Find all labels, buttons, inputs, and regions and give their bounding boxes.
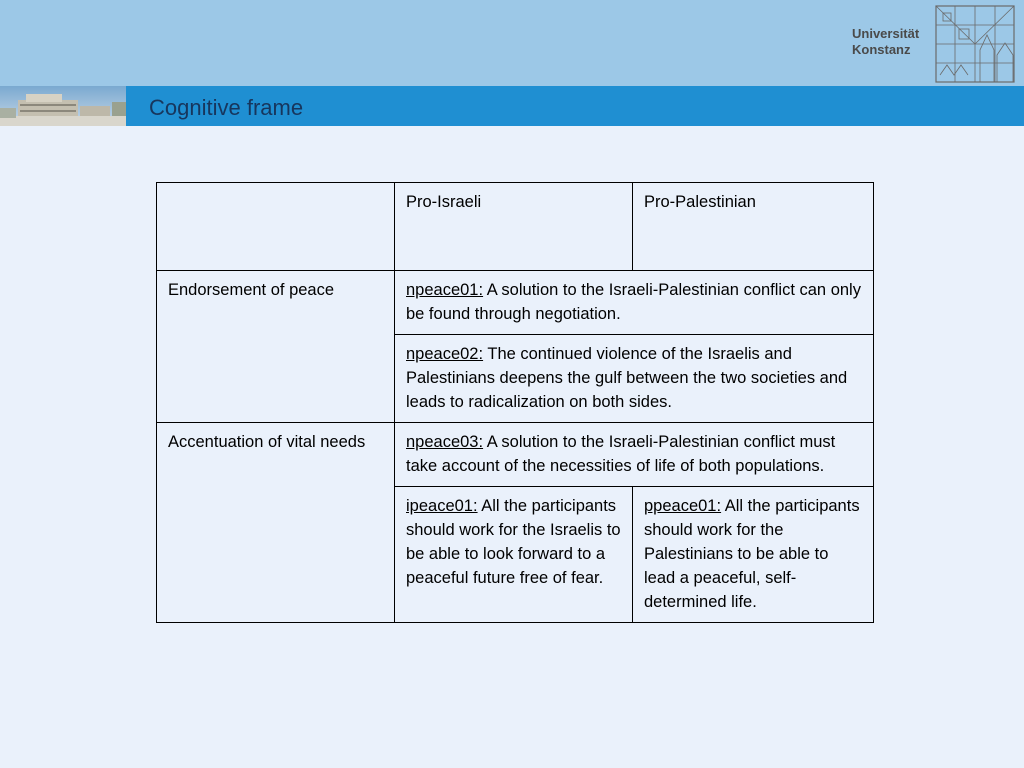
item-cell-ppeace01 bbox=[633, 487, 874, 623]
item-text: All the participants should work for the Israelis to be able to look forward to a peaceful future free of fear. bbox=[406, 497, 621, 587]
item-cell-npeace03 bbox=[395, 423, 874, 487]
row-label-endorsement-of-peace: Endorsement of peace bbox=[157, 271, 395, 423]
university-wordmark bbox=[852, 26, 919, 58]
item-text: A solution to the Israeli-Palestinian conflict can only be found through negotiation. bbox=[406, 281, 861, 323]
row-label-accentuation-of-vital-needs: Accentuation of vital needs bbox=[157, 423, 395, 623]
university-name-line1: Universität bbox=[852, 26, 920, 41]
campus-building-photo bbox=[0, 86, 126, 126]
item-cell-ipeace01 bbox=[395, 487, 633, 623]
item-cell-npeace01 bbox=[395, 271, 874, 335]
item-code: npeace01: bbox=[406, 281, 484, 299]
item-code: npeace03: bbox=[406, 433, 484, 451]
university-name-line2: Konstanz bbox=[852, 42, 911, 57]
item-text: A solution to the Israeli-Palestinian conflict must take account of the necessities of life of both populations. bbox=[406, 433, 836, 475]
table-header-row bbox=[157, 183, 874, 271]
item-text: The continued violence of the Israelis and Palestinians deepens the gulf between the two societies and leads to radicalization on both sides. bbox=[406, 345, 848, 411]
slide-title: Cognitive frame bbox=[149, 95, 304, 120]
item-code: ppeace01: bbox=[644, 497, 722, 515]
header-cell-pro-israeli: Pro-Israeli bbox=[395, 183, 633, 271]
table-row bbox=[157, 271, 874, 335]
university-konstanz-logo-icon bbox=[935, 5, 1015, 83]
item-text: All the participants should work for the Palestinians to be able to lead a peaceful, self-determined life. bbox=[644, 497, 860, 611]
header-cell-pro-palestinian: Pro-Palestinian bbox=[633, 183, 874, 271]
item-cell-npeace02 bbox=[395, 335, 874, 423]
cognitive-frame-table bbox=[156, 182, 874, 623]
header-cell-empty bbox=[157, 183, 395, 271]
table-row bbox=[157, 423, 874, 487]
item-code: npeace02: bbox=[406, 345, 484, 363]
item-code: ipeace01: bbox=[406, 497, 478, 515]
